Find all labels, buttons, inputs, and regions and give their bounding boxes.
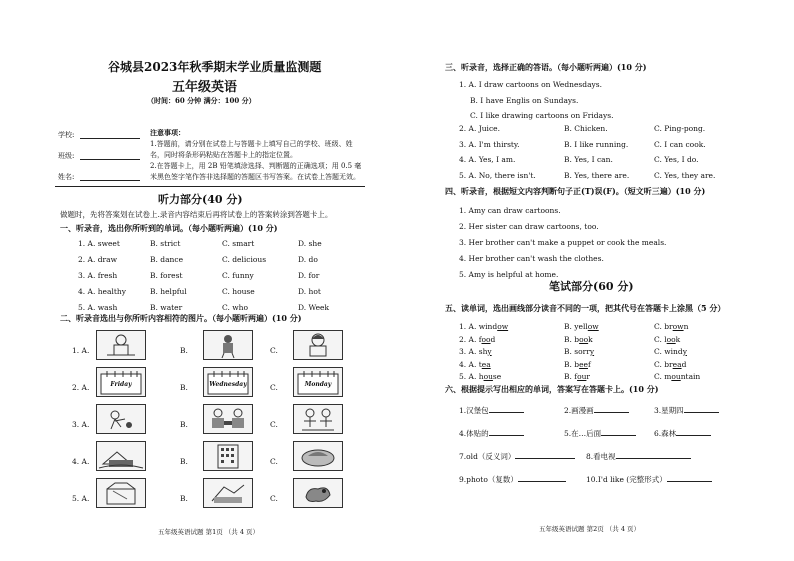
q2-option-label[interactable]: C. bbox=[270, 346, 278, 355]
q4-statement: 1. Amy can draw cartoons. bbox=[459, 206, 561, 215]
q5-option[interactable]: 2. A. food bbox=[459, 334, 496, 344]
divider bbox=[55, 186, 365, 187]
q3-option[interactable]: 1. A. I draw cartoons on Wednesdays. bbox=[459, 80, 603, 89]
underlined-part: ow bbox=[587, 322, 599, 331]
q4-title: 四、听录音，根据短文内容判断句子正(T)误(F)。（短文听三遍）(10 分) bbox=[445, 186, 706, 196]
q1-option[interactable]: 1. A. sweet bbox=[78, 239, 120, 248]
q6-item: 2.画漫画 bbox=[564, 405, 629, 416]
underlined-part: ee bbox=[579, 359, 588, 369]
q1-option[interactable]: 2. A. draw bbox=[78, 255, 118, 264]
q2-picture[interactable] bbox=[293, 330, 343, 360]
q5-option[interactable]: C. windy bbox=[654, 347, 687, 356]
q3-option[interactable]: B. Chicken. bbox=[564, 124, 608, 133]
q2-picture[interactable] bbox=[96, 478, 146, 508]
answer-blank[interactable] bbox=[601, 435, 636, 436]
q5-option[interactable]: B. sorry bbox=[564, 347, 595, 356]
answer-blank[interactable] bbox=[594, 412, 629, 413]
school-label: 学校: bbox=[58, 131, 75, 139]
q5-option[interactable]: 1. A. window bbox=[459, 322, 509, 331]
answer-blank[interactable] bbox=[518, 481, 566, 482]
q1-option[interactable]: C. delicious bbox=[222, 255, 267, 264]
underlined-part: ow bbox=[672, 322, 684, 331]
q2-picture[interactable] bbox=[203, 441, 253, 471]
school-blank[interactable] bbox=[80, 138, 140, 139]
q1-option[interactable]: C. funny bbox=[222, 271, 254, 280]
underlined-part: ou bbox=[483, 372, 493, 381]
q3-option[interactable]: B. Yes, there are. bbox=[564, 170, 630, 180]
class-label: 班级: bbox=[58, 152, 75, 160]
answer-blank[interactable] bbox=[515, 458, 575, 459]
q2-option-label[interactable]: B. bbox=[180, 383, 188, 392]
q4-statement: 3. Her brother can't make a puppet or cook the meals. bbox=[459, 238, 667, 247]
q3-title: 三、听录音，选择正确的答语。（每小题听两遍）(10 分) bbox=[445, 62, 647, 72]
calendar-day-label: Friday bbox=[110, 381, 132, 388]
underlined-part: ou bbox=[671, 372, 681, 381]
q5-option[interactable]: B. yellow bbox=[564, 322, 599, 331]
q6-item: 1.汉堡包 bbox=[459, 405, 524, 416]
underlined-part: ea bbox=[672, 359, 682, 369]
q2-picture[interactable] bbox=[203, 330, 253, 360]
q2-picture[interactable] bbox=[203, 404, 253, 434]
answer-blank[interactable] bbox=[684, 412, 719, 413]
q2-picture[interactable] bbox=[293, 404, 343, 434]
q5-option[interactable]: C. look bbox=[654, 334, 681, 344]
q3-option[interactable]: B. I like running. bbox=[564, 139, 629, 149]
q2-option-label[interactable]: C. bbox=[270, 383, 278, 392]
q2-option-label[interactable]: 1. A. bbox=[72, 346, 90, 355]
underlined-part: oo bbox=[666, 334, 676, 344]
q2-option-label[interactable]: 2. A. bbox=[72, 383, 90, 392]
q1-option[interactable]: C. smart bbox=[222, 239, 255, 248]
note-line: 2.在答题卡上，用 2B 铅笔填涂选择、判断题的正确选项；用 0.5 毫 bbox=[150, 162, 362, 170]
underlined-part: ea bbox=[481, 359, 491, 369]
answer-blank[interactable] bbox=[616, 458, 691, 459]
q6-item: 5.在…后面 bbox=[564, 428, 636, 439]
q2-picture[interactable] bbox=[96, 404, 146, 434]
q2-picture[interactable] bbox=[96, 330, 146, 360]
q6-item: 10.I'd like (完整形式） bbox=[586, 474, 712, 485]
q5-option[interactable]: 4. A. tea bbox=[459, 359, 491, 369]
q2-option-label[interactable]: C. bbox=[270, 494, 278, 503]
q5-option[interactable]: C. brown bbox=[654, 322, 689, 331]
q1-option[interactable]: D. do bbox=[298, 255, 318, 264]
name-label: 姓名: bbox=[58, 173, 75, 181]
q1-option[interactable]: B. water bbox=[150, 303, 183, 312]
q1-option[interactable]: 4. A. healthy bbox=[78, 287, 126, 296]
q2-picture[interactable] bbox=[293, 367, 343, 397]
q1-option[interactable]: B. helpful bbox=[150, 287, 187, 296]
q2-option-label[interactable]: C. bbox=[270, 457, 278, 466]
q1-option[interactable]: 3. A. fresh bbox=[78, 271, 118, 280]
underlined-part: y bbox=[589, 347, 595, 356]
note-line: 1.答题前，请分别在试卷上与答题卡上填写自己的学校、班级、姓 bbox=[150, 140, 353, 148]
underlined-part: oo bbox=[579, 334, 589, 344]
underlined-part: y bbox=[487, 347, 492, 356]
underlined-part: ow bbox=[497, 322, 509, 331]
q2-option-label[interactable]: B. bbox=[180, 457, 188, 466]
right-page bbox=[397, 0, 794, 561]
q1-option[interactable]: C. who bbox=[222, 303, 249, 312]
q1-option[interactable]: 5. A. wash bbox=[78, 303, 118, 312]
q3-option[interactable]: C. Ping-pong. bbox=[654, 124, 706, 133]
q2-picture[interactable] bbox=[293, 441, 343, 471]
q3-option[interactable]: 5. A. No, there isn't. bbox=[459, 170, 536, 180]
q1-option[interactable]: D. Week bbox=[298, 303, 330, 312]
q3-option[interactable]: C. Yes, they are. bbox=[654, 170, 716, 180]
q2-option-label[interactable]: 5. A. bbox=[72, 494, 90, 503]
q3-option[interactable]: B. Yes, I can. bbox=[564, 155, 613, 164]
q3-option[interactable]: C. I like drawing cartoons on Fridays. bbox=[470, 111, 614, 120]
calendar-day-label: Wednesday bbox=[209, 381, 247, 388]
underlined-part: oo bbox=[481, 334, 491, 344]
q2-option-label[interactable]: 4. A. bbox=[72, 457, 90, 466]
listening-header: 听力部分(40 分) bbox=[158, 193, 243, 206]
underlined-part: ou bbox=[577, 372, 587, 381]
answer-blank[interactable] bbox=[667, 481, 712, 482]
q6-title: 六、根据提示写出相应的单词，答案写在答题卡上。(10 分) bbox=[445, 384, 659, 394]
q2-option-label[interactable]: B. bbox=[180, 420, 188, 429]
q3-option[interactable]: 3. A. I'm thirsty. bbox=[459, 139, 520, 149]
q3-option[interactable]: 2. A. Juice. bbox=[459, 124, 500, 133]
underlined-part: y bbox=[682, 347, 687, 356]
note-line: 米黑色签字笔作答非选择题的答题区书写答案。在试卷上答题无效。 bbox=[150, 173, 360, 181]
writing-header: 笔试部分(60 分) bbox=[549, 280, 634, 293]
q5-option[interactable]: 5. A. house bbox=[459, 372, 502, 381]
q2-title: 二、听录音选出与你所听内容相符的图片。（每小题听两遍）(10 分) bbox=[60, 313, 302, 323]
q3-option[interactable]: C. I can cook. bbox=[654, 139, 706, 149]
q3-option[interactable]: 4. A. Yes, I am. bbox=[459, 155, 516, 164]
q4-statement: 5. Amy is helpful at home. bbox=[459, 270, 559, 279]
q1-option[interactable]: C. house bbox=[222, 287, 255, 296]
q2-option-label[interactable]: B. bbox=[180, 494, 188, 503]
q2-picture[interactable] bbox=[203, 478, 253, 508]
q2-option-label[interactable]: C. bbox=[270, 420, 278, 429]
q2-picture[interactable] bbox=[293, 478, 343, 508]
q5-option[interactable]: B. four bbox=[564, 372, 591, 381]
q2-picture[interactable] bbox=[96, 441, 146, 471]
exam-subject: 五年级英语 bbox=[172, 80, 238, 95]
q5-title: 五、读单词，选出画线部分读音不同的一项，把其代号在答题卡上涂黑（5 分） bbox=[445, 303, 726, 313]
q4-statement: 4. Her brother can't wash the clothes. bbox=[459, 254, 604, 263]
time-info: （时间：60 分钟 满分：100 分） bbox=[147, 96, 256, 105]
q6-item: 8.看电视 bbox=[586, 451, 691, 462]
exam-title: 谷城县2023年秋季期末学业质量监测题 bbox=[108, 60, 322, 74]
q5-option[interactable]: C. bread bbox=[654, 359, 687, 369]
q2-picture[interactable] bbox=[96, 367, 146, 397]
q2-picture[interactable] bbox=[203, 367, 253, 397]
q1-option[interactable]: B. forest bbox=[150, 271, 183, 280]
left-footer: 五年级英语试题 第1页 （共 4 页） bbox=[158, 528, 260, 536]
q1-option[interactable]: D. for bbox=[298, 271, 320, 280]
answer-blank[interactable] bbox=[676, 435, 711, 436]
name-blank[interactable] bbox=[80, 180, 140, 181]
answer-blank[interactable] bbox=[489, 435, 524, 436]
notes-title: 注意事项： bbox=[150, 128, 185, 137]
q1-title: 一、听录音，选出你所听到的单词。（每小题听两遍）(10 分) bbox=[60, 223, 278, 233]
q2-option-label[interactable]: 3. A. bbox=[72, 420, 90, 429]
q5-option[interactable]: B. beef bbox=[564, 359, 591, 369]
q1-option[interactable]: B. dance bbox=[150, 255, 184, 264]
q1-option[interactable]: D. she bbox=[298, 239, 322, 248]
q1-option[interactable]: D. hot bbox=[298, 287, 321, 296]
right-footer: 五年级英语试题 第2页 （共 4 页） bbox=[539, 525, 641, 533]
q5-option[interactable]: B. book bbox=[564, 334, 593, 344]
answer-blank[interactable] bbox=[489, 412, 524, 413]
note-line: 名，同时将条形码粘贴在答题卡上的指定位置。 bbox=[150, 151, 297, 159]
q3-option[interactable]: C. Yes, I do. bbox=[654, 155, 699, 164]
calendar-day-label: Monday bbox=[304, 381, 332, 388]
q5-option[interactable]: C. mountain bbox=[654, 372, 701, 381]
q1-option[interactable]: B. strict bbox=[150, 239, 181, 248]
q5-option[interactable]: 3. A. shy bbox=[459, 347, 492, 356]
q6-item: 4.体贴的 bbox=[459, 428, 524, 439]
q6-item: 7.old（反义词） bbox=[459, 451, 575, 462]
q6-item: 9.photo（复数） bbox=[459, 474, 566, 485]
class-blank[interactable] bbox=[80, 159, 140, 160]
q2-option-label[interactable]: B. bbox=[180, 346, 188, 355]
q3-option[interactable]: B. I have Englis on Sundays. bbox=[470, 96, 579, 105]
q4-statement: 2. Her sister can draw cartoons, too. bbox=[459, 222, 599, 231]
q6-item: 3.星期四 bbox=[654, 405, 719, 416]
q6-item: 6.森林 bbox=[654, 428, 711, 439]
listening-intro: 做题时，先将答案划在试卷上.录音内容结束后再将试卷上的答案转涂到答题卡上。 bbox=[60, 210, 333, 219]
